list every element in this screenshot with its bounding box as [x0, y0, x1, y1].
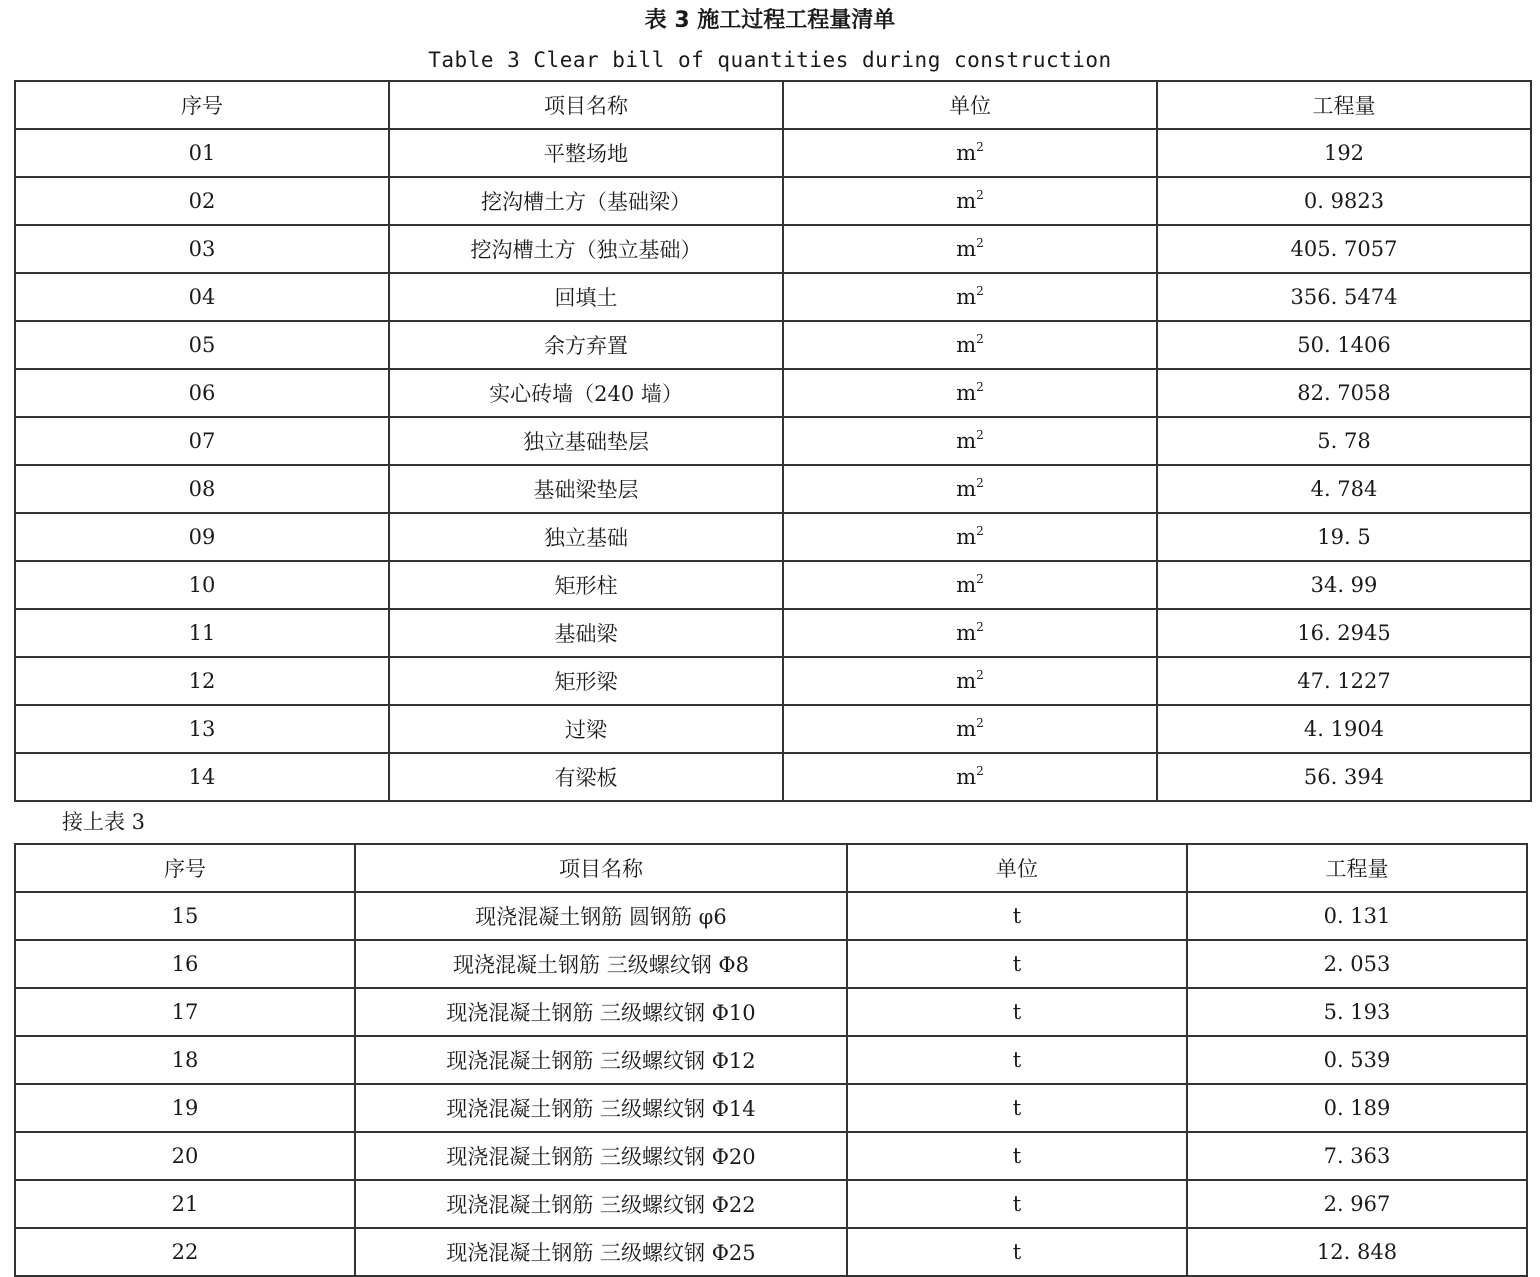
header-item-name: 项目名称 [389, 81, 783, 129]
table-header-row [15, 81, 1531, 129]
cell-quantity: 405. 7057 [1157, 225, 1531, 273]
cell-serial-number: 18 [15, 1036, 355, 1084]
unit-base: m [956, 573, 977, 597]
cell-quantity: 5. 78 [1157, 417, 1531, 465]
unit-base: m [956, 333, 977, 357]
cell-unit: t [847, 1036, 1187, 1084]
cell-unit [783, 417, 1157, 465]
cell-serial-number: 19 [15, 1084, 355, 1132]
unit-base: m [956, 525, 977, 549]
cell-unit [783, 705, 1157, 753]
cell-quantity: 0. 189 [1187, 1084, 1527, 1132]
table-row [15, 417, 1531, 465]
cell-serial-number: 04 [15, 273, 389, 321]
cell-unit [783, 513, 1157, 561]
cell-unit [783, 273, 1157, 321]
cell-item-name: 独立基础 [389, 513, 783, 561]
table-body [15, 129, 1531, 801]
table-row [15, 1180, 1527, 1228]
unit-base: m [956, 669, 977, 693]
cell-item-name: 现浇混凝土钢筋 三级螺纹钢 Φ22 [355, 1180, 847, 1228]
header-item-name: 项目名称 [355, 844, 847, 892]
cell-unit [783, 609, 1157, 657]
cell-item-name: 基础梁垫层 [389, 465, 783, 513]
cell-quantity: 82. 7058 [1157, 369, 1531, 417]
table-row [15, 513, 1531, 561]
cell-quantity: 5. 193 [1187, 988, 1527, 1036]
unit-exponent: 2 [976, 764, 984, 778]
continued-quantities-table [14, 843, 1528, 1277]
unit-exponent: 2 [976, 524, 984, 538]
cell-item-name: 基础梁 [389, 609, 783, 657]
cell-item-name: 独立基础垫层 [389, 417, 783, 465]
cell-quantity: 0. 131 [1187, 892, 1527, 940]
cell-item-name: 现浇混凝土钢筋 三级螺纹钢 Φ10 [355, 988, 847, 1036]
header-serial-number: 序号 [15, 81, 389, 129]
cell-quantity: 4. 784 [1157, 465, 1531, 513]
table-row [15, 465, 1531, 513]
unit-exponent: 2 [976, 620, 984, 634]
table-row [15, 609, 1531, 657]
cell-quantity: 2. 053 [1187, 940, 1527, 988]
cell-unit: t [847, 1180, 1187, 1228]
table-row [15, 940, 1527, 988]
cell-serial-number: 01 [15, 129, 389, 177]
unit-base: m [956, 285, 977, 309]
cell-serial-number: 14 [15, 753, 389, 801]
cell-serial-number: 13 [15, 705, 389, 753]
quantities-table [14, 80, 1532, 802]
cell-quantity: 12. 848 [1187, 1228, 1527, 1276]
cell-unit: t [847, 1084, 1187, 1132]
table-caption-english: Table 3 Clear bill of quantities during construction [428, 48, 1112, 72]
unit-base: m [956, 429, 977, 453]
unit-base: m [956, 717, 977, 741]
cell-quantity: 2. 967 [1187, 1180, 1527, 1228]
continued-table-label: 接上表 3 [62, 810, 146, 834]
unit-exponent: 2 [976, 332, 984, 346]
cell-item-name: 平整场地 [389, 129, 783, 177]
unit-exponent: 2 [976, 236, 984, 250]
table-row [15, 1036, 1527, 1084]
cell-item-name: 有梁板 [389, 753, 783, 801]
cell-unit: t [847, 892, 1187, 940]
unit-exponent: 2 [976, 428, 984, 442]
table-row [15, 1132, 1527, 1180]
unit-exponent: 2 [976, 140, 984, 154]
unit-exponent: 2 [976, 572, 984, 586]
cell-serial-number: 16 [15, 940, 355, 988]
cell-quantity: 34. 99 [1157, 561, 1531, 609]
unit-exponent: 2 [976, 380, 984, 394]
unit-exponent: 2 [976, 668, 984, 682]
cell-item-name: 余方弃置 [389, 321, 783, 369]
cell-item-name: 回填土 [389, 273, 783, 321]
header-unit: 单位 [847, 844, 1187, 892]
table-row [15, 321, 1531, 369]
cell-unit [783, 465, 1157, 513]
cell-unit: t [847, 940, 1187, 988]
table-row [15, 129, 1531, 177]
cell-serial-number: 21 [15, 1180, 355, 1228]
cell-item-name: 现浇混凝土钢筋 三级螺纹钢 Φ12 [355, 1036, 847, 1084]
table-row [15, 1084, 1527, 1132]
cell-item-name: 现浇混凝土钢筋 圆钢筋 φ6 [355, 892, 847, 940]
cell-item-name: 矩形柱 [389, 561, 783, 609]
table-row [15, 988, 1527, 1036]
cell-serial-number: 09 [15, 513, 389, 561]
unit-base: m [956, 237, 977, 261]
cell-serial-number: 17 [15, 988, 355, 1036]
table-row [15, 273, 1531, 321]
cell-serial-number: 05 [15, 321, 389, 369]
cell-item-name: 挖沟槽土方（独立基础） [389, 225, 783, 273]
cell-quantity: 0. 9823 [1157, 177, 1531, 225]
unit-base: m [956, 381, 977, 405]
unit-base: m [956, 765, 977, 789]
unit-exponent: 2 [976, 476, 984, 490]
cell-item-name: 现浇混凝土钢筋 三级螺纹钢 Φ14 [355, 1084, 847, 1132]
header-unit: 单位 [783, 81, 1157, 129]
unit-exponent: 2 [976, 188, 984, 202]
cell-serial-number: 22 [15, 1228, 355, 1276]
table-caption-chinese: 表 3 施工过程工程量清单 [644, 8, 896, 33]
unit-base: m [956, 141, 977, 165]
cell-unit: t [847, 1132, 1187, 1180]
unit-exponent: 2 [976, 716, 984, 730]
table-row [15, 1228, 1527, 1276]
cell-unit [783, 753, 1157, 801]
cell-serial-number: 07 [15, 417, 389, 465]
unit-exponent: 2 [976, 284, 984, 298]
table-row [15, 753, 1531, 801]
cell-item-name: 过梁 [389, 705, 783, 753]
cell-item-name: 挖沟槽土方（基础梁） [389, 177, 783, 225]
unit-base: m [956, 621, 977, 645]
cell-unit [783, 321, 1157, 369]
cell-quantity: 56. 394 [1157, 753, 1531, 801]
cell-unit [783, 225, 1157, 273]
cell-quantity: 50. 1406 [1157, 321, 1531, 369]
cell-serial-number: 06 [15, 369, 389, 417]
cell-serial-number: 12 [15, 657, 389, 705]
table-row [15, 657, 1531, 705]
header-quantity: 工程量 [1187, 844, 1527, 892]
header-quantity: 工程量 [1157, 81, 1531, 129]
header-serial-number: 序号 [15, 844, 355, 892]
table-row [15, 177, 1531, 225]
cell-quantity: 47. 1227 [1157, 657, 1531, 705]
table-row [15, 705, 1531, 753]
unit-base: m [956, 189, 977, 213]
cell-unit [783, 129, 1157, 177]
cell-unit [783, 369, 1157, 417]
cell-serial-number: 20 [15, 1132, 355, 1180]
cell-quantity: 0. 539 [1187, 1036, 1527, 1084]
cell-item-name: 矩形梁 [389, 657, 783, 705]
cell-quantity: 4. 1904 [1157, 705, 1531, 753]
cell-serial-number: 10 [15, 561, 389, 609]
cell-item-name: 现浇混凝土钢筋 三级螺纹钢 Φ8 [355, 940, 847, 988]
cell-quantity: 16. 2945 [1157, 609, 1531, 657]
table-row [15, 225, 1531, 273]
table-row [15, 369, 1531, 417]
cell-serial-number: 03 [15, 225, 389, 273]
cell-item-name: 实心砖墙（240 墙） [389, 369, 783, 417]
cell-serial-number: 15 [15, 892, 355, 940]
cell-quantity: 356. 5474 [1157, 273, 1531, 321]
table-body [15, 892, 1527, 1276]
table-header-row [15, 844, 1527, 892]
table-row [15, 561, 1531, 609]
cell-quantity: 19. 5 [1157, 513, 1531, 561]
cell-quantity: 192 [1157, 129, 1531, 177]
cell-unit [783, 561, 1157, 609]
table-row [15, 892, 1527, 940]
cell-item-name: 现浇混凝土钢筋 三级螺纹钢 Φ25 [355, 1228, 847, 1276]
cell-unit: t [847, 988, 1187, 1036]
cell-unit [783, 657, 1157, 705]
cell-serial-number: 11 [15, 609, 389, 657]
cell-serial-number: 08 [15, 465, 389, 513]
cell-unit: t [847, 1228, 1187, 1276]
cell-serial-number: 02 [15, 177, 389, 225]
unit-base: m [956, 477, 977, 501]
cell-unit [783, 177, 1157, 225]
cell-quantity: 7. 363 [1187, 1132, 1527, 1180]
cell-item-name: 现浇混凝土钢筋 三级螺纹钢 Φ20 [355, 1132, 847, 1180]
